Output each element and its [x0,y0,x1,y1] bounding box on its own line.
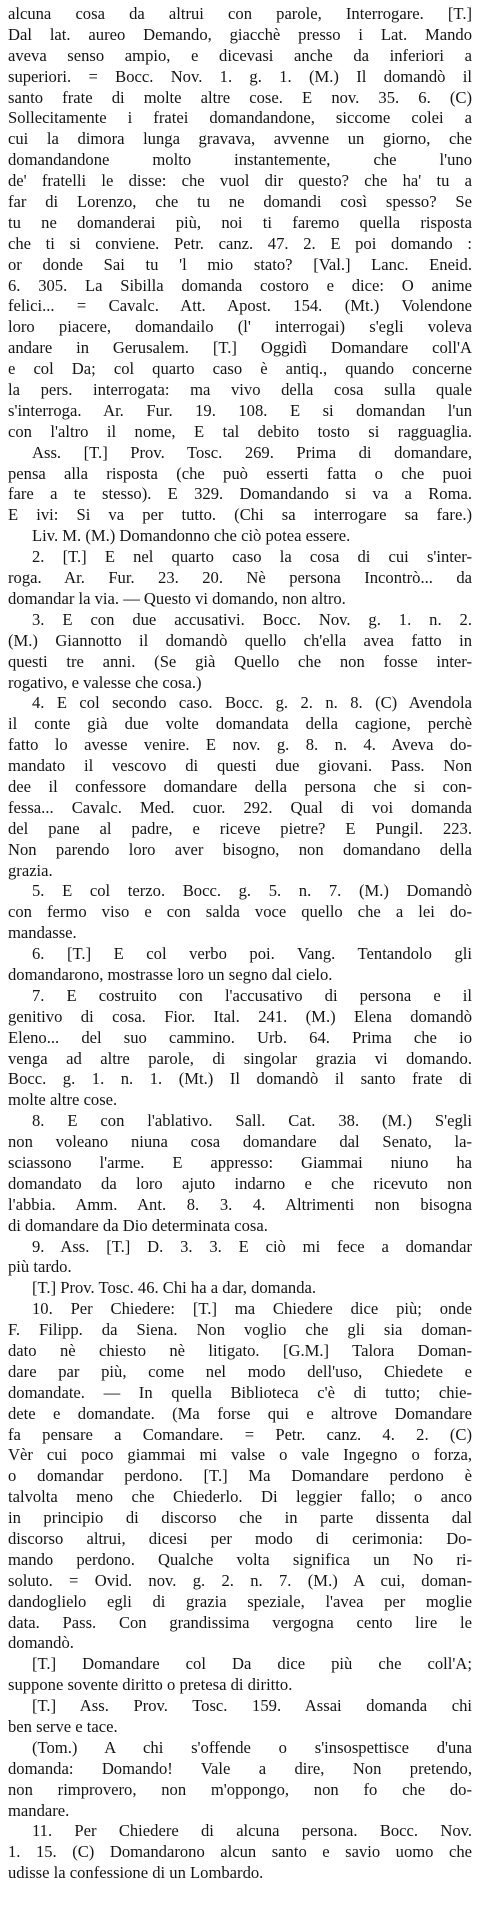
para-9 [8,1237,472,1279]
text-line: non rimprovero, non m'oppongo, non fo che do- [8,1779,472,1799]
text-line: tu ne domanderai più, noi ti faremo quella risposta [8,212,472,232]
text-line: domanda: Domando! Vale a dire, Non pretendo, [8,1758,472,1778]
text-line: del pane al padre, e riceve pietre? E Pungil. 223. [8,818,472,838]
text-line: l'abbia. Amm. Ant. 8. 3. 4. Altrimenti non bisogna [8,1194,472,1214]
para-8 [8,1111,472,1236]
text-line: far di Lorenzo, che tu ne domandi così spesso? Se [8,192,472,212]
text-line: con fermo viso e con salda voce quello che a lei do- [8,902,472,922]
text-line: or donde Sai tu 'l mio stato? [Val.] Lanc. Eneid. [8,254,472,274]
text-line: dare par più, come nel modo dell'uso, Chiedete e [8,1361,472,1381]
para-3 [8,610,472,694]
text-line: 9. Ass. [T.] D. 3. 3. E ciò mi fece a domandar [32,1236,472,1256]
text-line: mandato il vescovo di questi due giovani. Pass. Non [8,756,472,776]
text-line: dee il confessore domandare della persona che si con- [8,776,472,796]
text-line: soluto. = Ovid. nov. g. 2. n. 7. (M.) A cui, doman- [8,1570,472,1590]
text-line: data. Pass. Con grandissima vergogna cento lire le [8,1612,472,1632]
text-line: con l'altro il nome, E tal debito tosto si ragguaglia. [8,421,472,441]
text-line: genitivo di cosa. Fior. Ital. 241. (M.) Elena domandò [8,1006,472,1026]
dictionary-page [8,4,472,1884]
text-line: dandoglielo egli di grazia speziale, l'avea per moglie [8,1591,472,1611]
text-line: Eleno... del suo cammino. Urb. 64. Prima che io [8,1027,472,1047]
text-line: di domandare da Dio determinata cosa. [8,1215,268,1235]
text-line: Bocc. g. 1. n. 1. (Mt.) Il domandò il santo frate di [8,1069,472,1089]
para-10c [8,1696,472,1738]
text-line: 4. E col secondo caso. Bocc. g. 2. n. 8. (C) Avendola [32,693,472,713]
text-line: fessa... Cavalc. Med. cuor. 292. Qual di voi domanda [8,797,472,817]
para-4 [8,693,472,881]
text-line: Non parendo loro aver bisogno, non domandano della [8,839,472,859]
text-line: aveva senso ampio, e dicevasi anche da inferiori a [8,45,472,65]
text-line: mandasse. [8,923,77,943]
text-line: fatto lo avesse venire. E nov. g. 8. n. 4. Aveva do- [8,735,472,755]
text-line: domandò. [8,1633,74,1653]
text-line: venga ad altre parole, di singolar grazia vi domando. [8,1048,472,1068]
text-line: 8. E con l'ablativo. Sall. Cat. 38. (M.) S'egli [32,1111,472,1131]
text-line: andare in Gerusalem. [T.] Oggidì Domandare coll'A [8,338,472,358]
text-line: Dal lat. aureo Demando, giacchè presso i Lat. Mando [8,24,472,44]
text-line: o domandar perdono. [T.] Ma Domandare perdono è [8,1466,472,1486]
text-line: mando perdono. Qualche volta significa un No ri- [8,1549,472,1569]
text-line: sciassono l'arme. E appresso: Giammai niuno ha [8,1152,472,1172]
text-line: grazia. [8,860,53,880]
text-line: che ti si conviene. Petr. canz. 47. 2. E poi domando : [8,233,472,253]
text-line: non voleano niuna cosa domandare dal Senato, la- [8,1132,472,1152]
para-10d [8,1738,472,1822]
text-line: 11. Per Chiedere di alcuna persona. Bocc. Nov. [32,1821,472,1841]
text-line: fare a te stesso). E 329. Domandando si va a Roma. [8,484,472,504]
text-line: 3. E con due accusativi. Bocc. Nov. g. 1. n. 2. [32,609,472,629]
text-line: (M.) Giannotto il domandò quello ch'ella avea fatto in [8,630,472,650]
text-line: cui la dimora lunga gravava, avvenne un giorno, che [8,129,472,149]
text-line: domandandone molto instantemente, che l'uno [8,150,472,170]
text-line: 2. [T.] E nel quarto caso la cosa di cui s'inter- [32,547,472,567]
text-line: 6. 305. La Sibilla domanda costoro e dice: O anime [8,275,472,295]
text-line: [T.] Prov. Tosc. 46. Chi ha a dar, domanda. [32,1278,317,1298]
text-line: udisse la confessione di un Lombardo. [8,1863,264,1883]
text-line: dete e domandate. (Ma forse qui e altrove Domandare [8,1403,472,1423]
text-line: Liv. M. (M.) Domandonno che ciò potea essere. [32,526,351,546]
para-10 [8,1299,472,1654]
text-line: alcuna cosa da altrui con parole, Interrogare. [T.] [8,4,472,23]
para-intro [8,4,472,547]
para-5 [8,881,472,944]
text-line: Vèr cui poco giammai mi valse o vale Ingegno o forza, [8,1445,472,1465]
text-line: rogativo, e valesse che cosa.) [8,672,202,692]
para-2 [8,547,472,610]
text-line: superiori. = Bocc. Nov. 1. g. 1. (M.) Il domandò il [8,66,472,86]
text-line: 5. E col terzo. Bocc. g. 5. n. 7. (M.) Domandò [32,881,472,901]
text-line: Sollecitamente i fratei domandandone, siccome colei a [8,108,472,128]
text-line: 1. 15. (C) Domandarono alcun santo e savio uomo che [8,1842,472,1862]
text-line: [T.] Domandare col Da dice più che coll'A; [32,1654,472,1674]
text-line: 6. [T.] E col verbo poi. Vang. Tentandolo gli [32,944,472,964]
text-line: questi tre anni. (Se già Quello che non fosse inter- [8,651,472,671]
text-line: domandar la via. — Questo vi domando, non altro. [8,588,346,608]
text-line: E ivi: Si va per tutto. (Chi sa interrogare sa fare.) [8,505,472,525]
text-line: (Tom.) A chi s'offende o s'insospettisce d'una [32,1737,472,1757]
text-line: s'interroga. Ar. Fur. 19. 108. E si domandan l'un [8,400,472,420]
text-line: Ass. [T.] Prov. Tosc. 269. Prima di domandare, [32,442,472,462]
text-line: [T.] Ass. Prov. Tosc. 159. Assai domanda chi [32,1696,472,1716]
text-line: domandato da loro ajuto indarno e che ricevuto non [8,1173,472,1193]
text-line: ben serve e tace. [8,1717,118,1737]
text-line: mandare. [8,1800,70,1820]
text-line: de' fratelli le disse: che vuol dir questo? che ha' tu a [8,171,472,191]
text-line: domandate. — In quella Biblioteca c'è di tutto; chie- [8,1382,472,1402]
text-line: talvolta meno che Chiederlo. Di leggier fallo; o anco [8,1487,472,1507]
text-line: più tardo. [8,1257,72,1277]
text-line: santo frate di molte altre cose. E nov. 35. 6. (C) [8,87,472,107]
text-line: fa pensare a Comandare. = Petr. canz. 4. 2. (C) [8,1424,472,1444]
para-10b [8,1654,472,1696]
para-6 [8,944,472,986]
para-9b [8,1278,472,1299]
text-line: roga. Ar. Fur. 23. 20. Nè persona Incontrò... da [8,568,472,588]
text-line: suppone sovente diritto o pretesa di diritto. [8,1675,293,1695]
text-line: 10. Per Chiedere: [T.] ma Chiedere dice più; onde [32,1299,472,1319]
text-line: F. Filipp. da Siena. Non voglio che gli sia doman- [8,1320,472,1340]
text-line: pensa alla risposta (che può esserti fatta o che puoi [8,463,472,483]
text-line: molte altre cose. [8,1090,118,1110]
text-line: il conte già due volte domandata della cagione, perchè [8,714,472,734]
text-line: discorso altrui, dicesi per modo di cerimonia: Do- [8,1529,472,1549]
text-line: dato nè chiesto nè litigato. [G.M.] Talora Doman- [8,1341,472,1360]
text-line: e col Da; col quarto caso è antiq., quando concerne [8,359,472,379]
text-line: la pers. interrogata: ma vivo della cosa sulla quale [8,380,472,400]
text-line: felici... = Cavalc. Att. Apost. 154. (Mt.) Volendone [8,296,472,316]
text-line: domandarono, mostrasse loro un segno dal cielo. [8,964,333,984]
text-line: 7. E costruito con l'accusativo di persona e il [32,985,472,1005]
text-line: in principio di discorso che in parte dissenta dal [8,1508,472,1528]
para-7 [8,986,472,1111]
text-line: loro piacere, domandailo (l' interrogai) s'egli voleva [8,317,472,337]
para-11 [8,1821,472,1884]
